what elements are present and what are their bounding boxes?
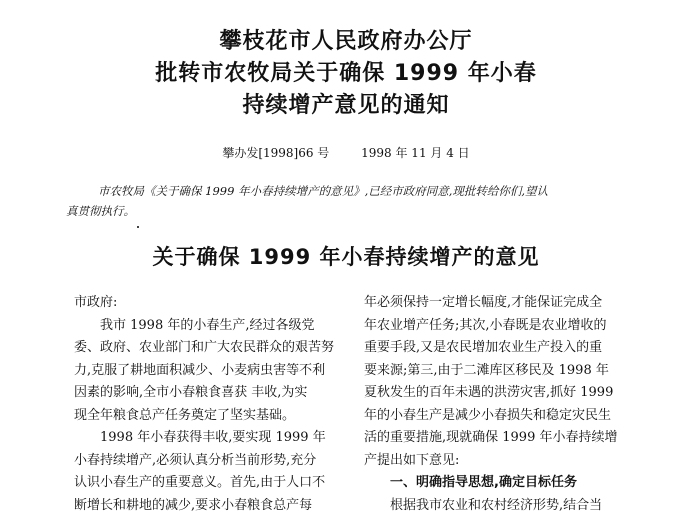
paragraph-line: 断增长和耕地的减少,要求小春粮食总产每: [74, 495, 346, 517]
notice-title-line-1: 攀枝花市人民政府办公厅: [0, 26, 692, 58]
paragraph-line: 要来源;第三,由于二滩库区移民及 1998 年: [364, 360, 632, 383]
paragraph-line: 现全年粮食总产任务奠定了坚实基础。: [74, 405, 346, 428]
stray-dot: [137, 226, 139, 228]
opinion-title: 关于确保 1999 年小春持续增产的意见: [0, 242, 692, 272]
paragraph-line: 产提出如下意见:: [364, 450, 632, 473]
document-info: [0, 145, 692, 161]
right-text-column: [364, 292, 632, 517]
paragraph-line: 我市 1998 年的小春生产,经过各级党: [74, 315, 346, 338]
paragraph-line: 1998 年小春获得丰收,要实现 1999 年: [74, 427, 346, 450]
paragraph-line: 因素的影响,全市小春粮食喜获 丰收,为实: [74, 382, 346, 405]
paragraph-line: 年必须保持一定增长幅度,才能保证完成全: [364, 292, 632, 315]
forward-note-line-1: 市农牧局《关于确保 1999 年小春持续增产的意见》,已经市政府同意,现批转给你们,望认: [66, 181, 636, 201]
paragraph-line: 年的小春生产是减少小春损失和稳定灾民生: [364, 405, 632, 428]
paragraph-line: 重要手段,又是农民增加农业生产投入的重: [364, 337, 632, 360]
left-text-column: [74, 292, 346, 517]
paragraph-line: 委、政府、农业部门和广大农民群众的艰苦努: [74, 337, 346, 360]
paragraph-line: 力,克服了耕地面积减少、小麦病虫害等不利: [74, 360, 346, 383]
notice-title-line-3: 持续增产意见的通知: [0, 90, 692, 122]
forward-note-line-2: 真贯彻执行。: [66, 201, 636, 221]
paragraph-line: 年农业增产任务;其次,小春既是农业增收的: [364, 315, 632, 338]
paragraph-line: 活的重要措施,现就确保 1999 年小春持续增: [364, 427, 632, 450]
paragraph-line: 认识小春生产的重要意义。首先,由于人口不: [74, 472, 346, 495]
document-date: 1998 年 11 月 4 日: [361, 146, 470, 160]
paragraph-line: 夏秋发生的百年未遇的洪涝灾害,抓好 1999: [364, 382, 632, 405]
notice-title-line-2: 批转市农牧局关于确保 1999 年小春: [0, 58, 692, 90]
document-number: 攀办发[1998]66 号: [222, 146, 329, 160]
section-heading: 一、明确指导思想,确定目标任务: [364, 472, 632, 495]
paragraph-line: 小春持续增产,必须认真分析当前形势,充分: [74, 450, 346, 473]
paragraph-line: 根据我市农业和农村经济形势,结合当: [364, 495, 632, 517]
paragraph-line: 市政府:: [74, 292, 346, 315]
